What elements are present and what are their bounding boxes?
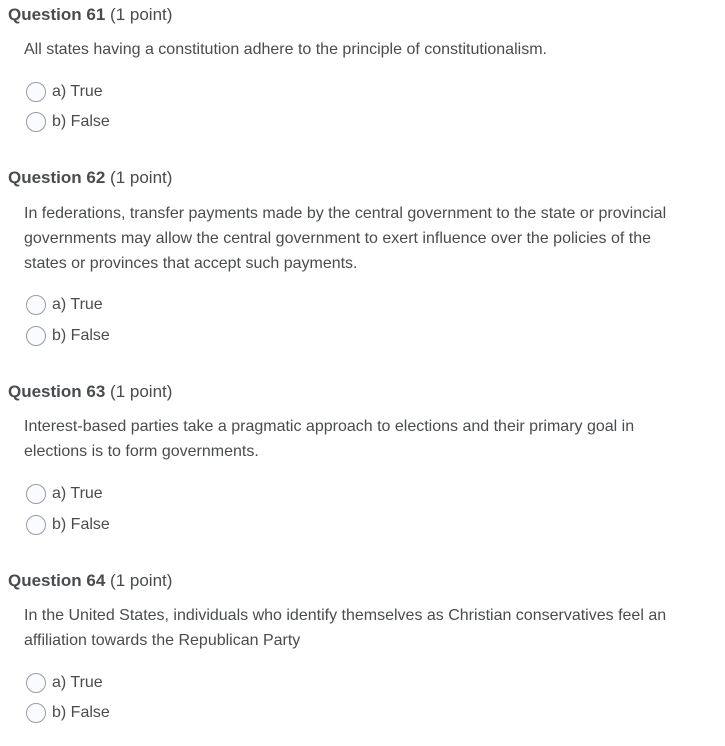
radio-button[interactable] — [26, 82, 46, 102]
option-label: a) True — [52, 485, 103, 502]
option-label: b) False — [52, 113, 110, 130]
radio-button[interactable] — [26, 112, 46, 132]
option-label: a) True — [52, 674, 103, 691]
option-label: a) True — [52, 83, 103, 100]
question-text: In federations, transfer payments made by the central government to the state or provincial governments may allow the central government to exert influence over the policies of the states or provinces that accept such payments. — [24, 205, 667, 272]
question-text: Interest-based parties take a pragmatic approach to elections and their primary goal in elections is to form governments. — [24, 418, 635, 460]
option-false[interactable] — [26, 514, 110, 536]
question-title: Question 64 — [8, 571, 106, 590]
option-label: a) True — [52, 296, 103, 313]
option-true[interactable] — [26, 483, 103, 505]
option-label: b) False — [52, 704, 110, 721]
option-false[interactable] — [26, 111, 110, 133]
option-label: b) False — [52, 516, 110, 533]
question-title: Question 61 — [8, 5, 106, 24]
radio-button[interactable] — [26, 703, 46, 723]
question-text: In the United States, individuals who identify themselves as Christian conservatives feel an affiliation towards the Republican Party — [24, 607, 667, 649]
option-true[interactable] — [26, 294, 103, 316]
radio-button[interactable] — [26, 295, 46, 315]
question-title: Question 62 — [8, 168, 106, 187]
question-title: Question 63 — [8, 382, 106, 401]
question-header — [8, 570, 172, 592]
option-false[interactable] — [26, 702, 110, 724]
question-header — [8, 4, 172, 26]
question-header — [8, 167, 172, 189]
radio-button[interactable] — [26, 515, 46, 535]
radio-button[interactable] — [26, 673, 46, 693]
option-label: b) False — [52, 327, 110, 344]
question-points: (1 point) — [110, 5, 173, 24]
option-true[interactable] — [26, 672, 103, 694]
question-points: (1 point) — [110, 571, 173, 590]
question-header — [8, 381, 172, 403]
option-false[interactable] — [26, 325, 110, 347]
question-points: (1 point) — [110, 382, 173, 401]
radio-button[interactable] — [26, 326, 46, 346]
option-true[interactable] — [26, 81, 103, 103]
question-text: All states having a constitution adhere to the principle of constitutionalism. — [24, 41, 547, 58]
radio-button[interactable] — [26, 484, 46, 504]
question-points: (1 point) — [110, 168, 173, 187]
